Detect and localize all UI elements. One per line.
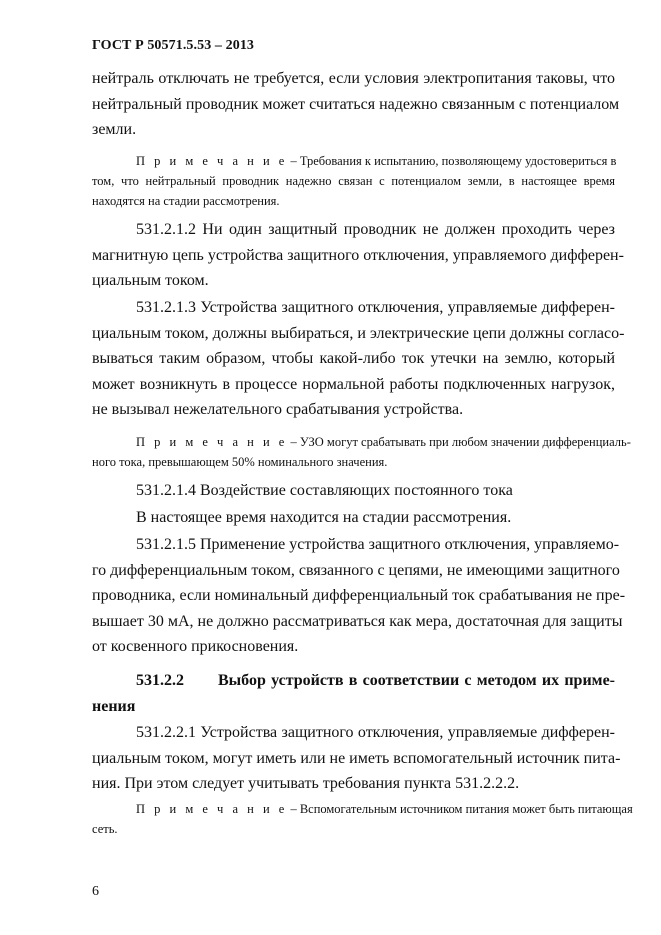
text-line: том, что нейтральный проводник надежно связан с потенциалом земли, в настоящее время [92, 174, 615, 188]
text-line: не вызывал нежелательного срабатывания устройства. [92, 401, 464, 418]
paragraph-status [92, 505, 615, 531]
text-line: вышает 30 мА, не должно рассматриваться как мера, достаточная для защиты [92, 612, 623, 630]
text-line: вываться таким образом, чтобы какой-либо ток утечки на землю, который [92, 350, 615, 367]
text-line: нейтральный проводник может считаться надежно связанным с потенциалом [92, 95, 620, 113]
note-label: П р и м е ч а н и е [136, 435, 288, 449]
text-line: может возникнуть в процессе нормальной работы подключенных нагрузок, [92, 375, 615, 393]
text-line: го дифференциальным током, связанного с цепями, не имеющими защитного [92, 561, 620, 579]
note-2 [92, 432, 631, 472]
text-line: – Требования к испытанию, позволяющему удостовериться в [287, 154, 617, 168]
heading-title-continuation: нения [92, 697, 136, 715]
clause-531-2-2-1 [92, 720, 621, 797]
paragraph-continuation [92, 66, 620, 143]
clause-531-2-1-5 [92, 532, 626, 660]
note-label: П р и м е ч а н и е [136, 154, 288, 168]
heading-number: 531.2.2 [136, 672, 184, 689]
text-line: – Вспомогательным источником питания может быть питающая [287, 802, 633, 816]
text-line: – УЗО могут срабатывать при любом значении дифференциаль- [287, 435, 631, 449]
page-number: 6 [92, 884, 99, 899]
note-1 [92, 151, 615, 211]
section-heading-531-2-2 [92, 668, 615, 719]
note-3 [92, 799, 633, 839]
clause-531-2-1-3 [92, 295, 625, 423]
heading-title: Выбор устройств в соответствии с методом их приме- [218, 672, 615, 689]
document-header: ГОСТ Р 50571.5.53 – 2013 [92, 38, 255, 53]
text-line: 531.2.1.4 Воздействие составляющих постоянного тока [136, 482, 513, 499]
text-line: земли. [92, 121, 137, 138]
text-line: проводника, если номинальный дифференциальный ток срабатывания не пре- [92, 587, 626, 604]
text-line: 531.2.1.3 Устройства защитного отключения, управляемые дифферен- [136, 299, 615, 316]
text-line: В настоящее время находится на стадии рассмотрения. [136, 509, 512, 526]
clause-531-2-1-4 [92, 478, 615, 504]
text-line: находятся на стадии рассмотрения. [92, 194, 280, 208]
text-line: ния. При этом следует учитывать требования пункта 531.2.2.2. [92, 775, 520, 792]
clause-531-2-1-2 [92, 217, 624, 294]
text-line: сеть. [92, 822, 118, 836]
text-line: 531.2.1.5 Применение устройства защитного отключения, управляемо- [136, 536, 620, 553]
text-line: 531.2.2.1 Устройства защитного отключения, управляемые дифферен- [136, 724, 615, 741]
note-label: П р и м е ч а н и е [136, 802, 288, 816]
text-line: ного тока, превышающем 50% номинального значения. [92, 455, 388, 469]
text-line: нейтраль отключать не требуется, если условия электропитания таковы, что [92, 70, 615, 87]
text-line: от косвенного прикосновения. [92, 638, 299, 655]
text-line: циальным током. [92, 272, 209, 289]
text-line: циальным током, должны выбираться, и электрические цепи должны согласо- [92, 324, 625, 342]
text-line: 531.2.1.2 Ни один защитный проводник не должен проходить через [136, 221, 615, 238]
text-line: магнитную цепь устройства защитного отключения, управляемого дифферен- [92, 246, 624, 264]
text-line: циальным током, могут иметь или не иметь вспомогательный источник пита- [92, 749, 621, 767]
